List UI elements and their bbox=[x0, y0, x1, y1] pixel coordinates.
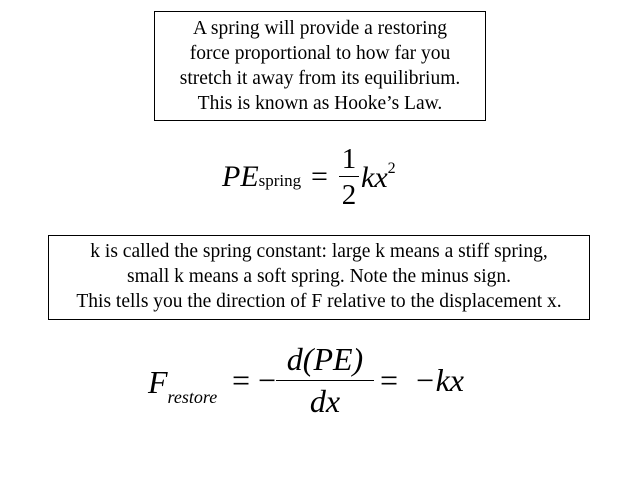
eq1-numerator: 1 bbox=[341, 143, 357, 175]
eq1-equals-sign: = bbox=[311, 160, 328, 193]
eq2-denominator: dx bbox=[309, 383, 341, 419]
eq1-subscript: spring bbox=[258, 171, 302, 190]
eq1-kx: kx bbox=[361, 161, 388, 194]
box2-line-1: k is called the spring constant: large k means a stiff spring, bbox=[90, 241, 548, 262]
spring-constant-text-box bbox=[48, 235, 590, 320]
eq1-rhs bbox=[361, 160, 396, 195]
eq2-numerator: d(PE) bbox=[286, 341, 364, 377]
hookes-law-text-box bbox=[154, 11, 486, 121]
eq1-lhs bbox=[222, 160, 301, 194]
eq2-lhs bbox=[148, 364, 217, 408]
box2-line-2: small k means a soft spring. Note the minus sign. bbox=[126, 266, 511, 287]
eq1-denominator: 2 bbox=[341, 179, 357, 211]
box1-line-3: stretch it away from its equilibrium. bbox=[179, 68, 461, 89]
spring-potential-energy-equation bbox=[222, 144, 462, 218]
eq2-subscript: restore bbox=[167, 387, 218, 407]
eq2-rhs: −kx bbox=[414, 362, 464, 398]
box1-line-4: This is known as Hooke’s Law. bbox=[197, 93, 443, 114]
eq2-second-equals-sign: = bbox=[380, 362, 399, 398]
eq2-equals-sign: = bbox=[232, 362, 251, 398]
eq1-pe-symbol: PE bbox=[222, 160, 259, 193]
box1-line-1: A spring will provide a restoring bbox=[192, 18, 447, 39]
eq1-exponent: 2 bbox=[387, 160, 396, 177]
eq2-minus-sign: − bbox=[258, 362, 277, 398]
eq2-f-symbol: F bbox=[148, 364, 168, 400]
box2-line-3: This tells you the direction of F relative to the displacement x. bbox=[76, 291, 562, 312]
restoring-force-equation bbox=[148, 342, 488, 432]
eq1-fraction bbox=[339, 144, 359, 213]
box1-line-2: force proportional to how far you bbox=[189, 43, 451, 64]
eq2-fraction bbox=[276, 342, 374, 421]
